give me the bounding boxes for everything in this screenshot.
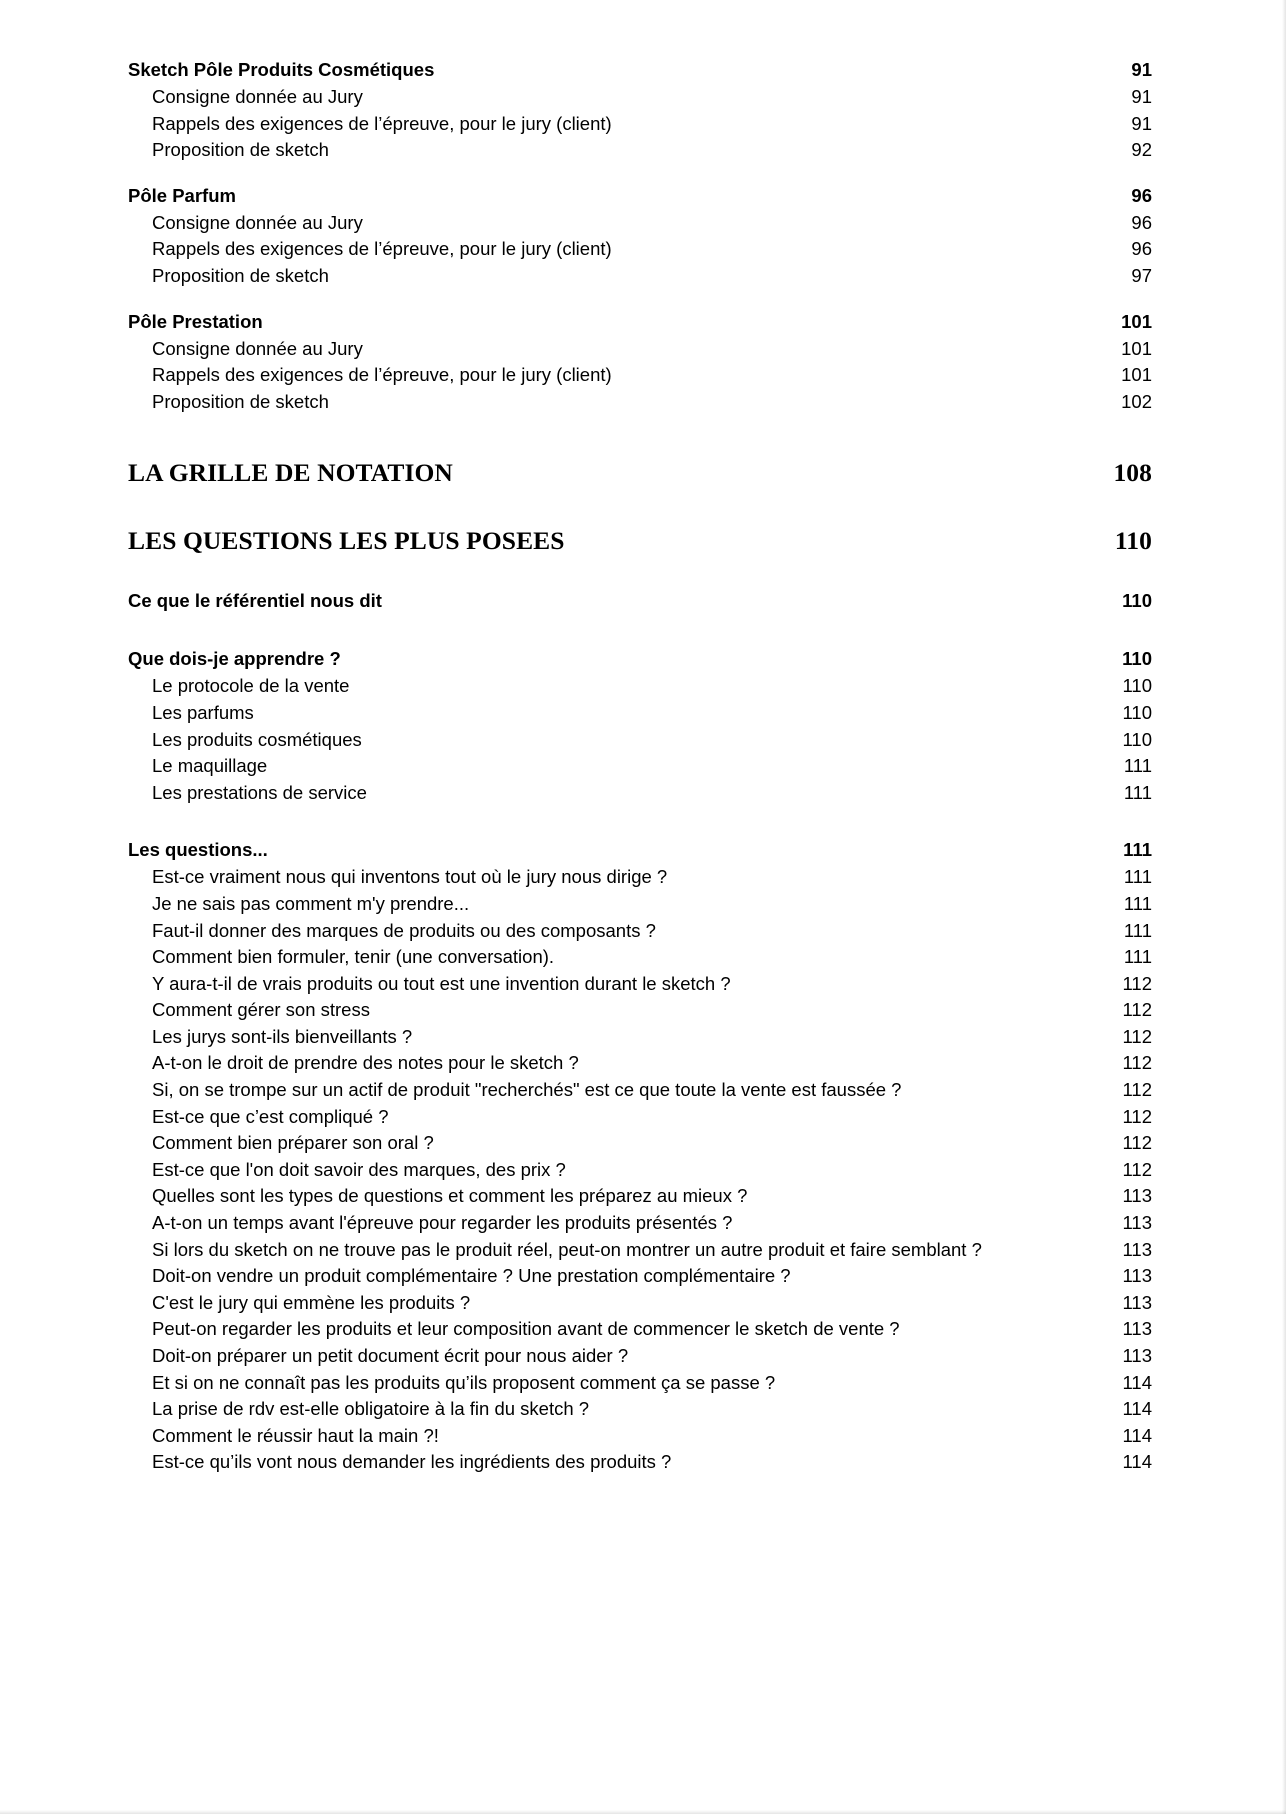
toc-entry-level-2[interactable] (128, 891, 1152, 918)
toc-entry-page-number: 113 (1122, 1265, 1152, 1287)
toc-entry-page-number: 112 (1122, 1132, 1152, 1154)
toc-entry-level-2[interactable] (128, 1077, 1152, 1104)
toc-entry-level-2[interactable] (128, 944, 1152, 971)
toc-entry-page-number: 111 (1123, 892, 1152, 914)
toc-entry-page-number: 113 (1122, 1238, 1152, 1260)
toc-entry-label: Y aura-t-il de vrais produits ou tout est une invention durant le sketch ? (152, 972, 731, 994)
toc-entry-level-2[interactable] (128, 111, 1152, 138)
toc-entry-level-2[interactable] (128, 1130, 1152, 1157)
toc-entry-level-2[interactable] (128, 236, 1152, 263)
toc-entry-page-number: 110 (1122, 728, 1152, 750)
toc-entry-level-2[interactable] (128, 918, 1152, 945)
toc-entry-level-2[interactable] (128, 84, 1152, 111)
toc-entry-page-number: 110 (1122, 675, 1152, 697)
toc-entry-label: Si lors du sketch on ne trouve pas le produit réel, peut-on montrer un autre produit et faire semblant ? (152, 1238, 982, 1260)
toc-entry-label: Proposition de sketch (152, 264, 329, 286)
toc-entry-level-2[interactable] (128, 1210, 1152, 1237)
toc-entry-label: Les parfums (152, 701, 254, 723)
toc-entry-level-2[interactable] (128, 1024, 1152, 1051)
toc-entry-level-2[interactable] (128, 1423, 1152, 1450)
toc-entry-label: Est-ce qu’ils vont nous demander les ingrédients des produits ? (152, 1451, 672, 1473)
toc-entry-label: Les jurys sont-ils bienveillants ? (152, 1025, 413, 1047)
toc-entry-label: Consigne donnée au Jury (152, 337, 363, 359)
toc-entry-page-number: 111 (1123, 839, 1152, 861)
toc-entry-page-number: 111 (1123, 781, 1152, 803)
toc-entry-level-2[interactable] (128, 1290, 1152, 1317)
toc-entry-label: Je ne sais pas comment m'y prendre... (152, 892, 470, 914)
toc-entry-label: Comment gérer son stress (152, 999, 370, 1021)
toc-entry-level-2[interactable] (128, 210, 1152, 237)
toc-entry-page-number: 112 (1122, 999, 1152, 1021)
toc-entry-page-number: 112 (1122, 1025, 1152, 1047)
toc-entry-label: Consigne donnée au Jury (152, 211, 363, 233)
toc-entry-label: A-t-on le droit de prendre des notes pour le sketch ? (152, 1052, 579, 1074)
toc-spacer (128, 415, 1152, 457)
toc-entry-level-2[interactable] (128, 389, 1152, 416)
page-edge-right (1282, 0, 1286, 1814)
toc-entry-page-number: 96 (1131, 211, 1152, 233)
toc-entry-label: Est-ce vraiment nous qui inventons tout où le jury nous dirige ? (152, 866, 668, 888)
toc-entry-label: Doit-on vendre un produit complémentaire ? Une prestation complémentaire ? (152, 1265, 791, 1287)
toc-entry-level-1[interactable] (128, 836, 1152, 864)
toc-entry-label: Rappels des exigences de l’épreuve, pour le jury (client) (152, 238, 612, 260)
toc-entry-page-number: 96 (1131, 184, 1152, 206)
toc-entry-page-number: 91 (1131, 86, 1152, 107)
toc-entry-level-2[interactable] (128, 1449, 1152, 1476)
toc-entry-level-0[interactable] (128, 525, 1152, 557)
toc-entry-page-number: 114 (1122, 1451, 1152, 1473)
toc-entry-label: Est-ce que l'on doit savoir des marques, des prix ? (152, 1158, 566, 1180)
toc-entry-label: Rappels des exigences de l’épreuve, pour le jury (client) (152, 112, 612, 134)
toc-entry-label: Les questions... (128, 839, 268, 861)
toc-entry-level-2[interactable] (128, 263, 1152, 290)
toc-entry-label: Faut-il donner des marques de produits ou des composants ? (152, 919, 656, 941)
toc-entry-level-2[interactable] (128, 362, 1152, 389)
toc-entry-page-number: 112 (1122, 1079, 1152, 1101)
toc-entry-level-2[interactable] (128, 753, 1152, 780)
toc-entry-page-number: 112 (1122, 972, 1152, 994)
toc-entry-page-number: 91 (1131, 59, 1152, 80)
toc-entry-level-2[interactable] (128, 1157, 1152, 1184)
toc-spacer (128, 164, 1152, 182)
toc-entry-page-number: 110 (1114, 526, 1152, 556)
toc-entry-level-1[interactable] (128, 308, 1152, 336)
toc-entry-page-number: 113 (1122, 1212, 1152, 1234)
toc-entry-label: Que dois-je apprendre ? (128, 648, 341, 670)
toc-entry-label: Les prestations de service (152, 781, 367, 803)
toc-entry-label: Comment bien formuler, tenir (une conversation). (152, 946, 555, 968)
toc-entry-level-2[interactable] (128, 1050, 1152, 1077)
toc-entry-label: Rappels des exigences de l’épreuve, pour le jury (client) (152, 364, 612, 386)
toc-entry-level-2[interactable] (128, 1263, 1152, 1290)
toc-entry-page-number: 110 (1122, 701, 1152, 723)
toc-entry-level-2[interactable] (128, 1104, 1152, 1131)
toc-entry-label: Les produits cosmétiques (152, 728, 362, 750)
toc-entry-level-2[interactable] (128, 780, 1152, 807)
toc-entry-level-2[interactable] (128, 1396, 1152, 1423)
toc-entry-level-2[interactable] (128, 997, 1152, 1024)
toc-entry-label: Le protocole de la vente (152, 675, 350, 697)
toc-entry-page-number: 110 (1122, 648, 1152, 670)
toc-entry-page-number: 114 (1122, 1398, 1152, 1420)
toc-entry-page-number: 110 (1122, 590, 1152, 612)
toc-entry-label: Quelles sont les types de questions et comment les préparez au mieux ? (152, 1185, 748, 1207)
toc-entry-label: LA GRILLE DE NOTATION (128, 458, 453, 488)
toc-entry-page-number: 113 (1122, 1345, 1152, 1366)
toc-entry-label: Ce que le référentiel nous dit (128, 590, 382, 612)
toc-entry-page-number: 97 (1131, 264, 1152, 286)
toc-entry-page-number: 114 (1122, 1424, 1152, 1446)
toc-entry-page-number: 102 (1121, 390, 1152, 412)
toc-entry-label: Proposition de sketch (152, 139, 329, 161)
toc-entry-label: Pôle Prestation (128, 310, 263, 332)
toc-entry-level-0[interactable] (128, 457, 1152, 489)
toc-entry-level-2[interactable] (128, 1343, 1152, 1370)
page-edge-bottom (0, 1810, 1286, 1814)
table-of-contents (128, 56, 1152, 1476)
toc-spacer (128, 290, 1152, 308)
toc-entry-label: Le maquillage (152, 755, 268, 777)
toc-entry-level-2[interactable] (128, 971, 1152, 998)
toc-spacer (128, 489, 1152, 525)
toc-entry-label: A-t-on un temps avant l'épreuve pour regarder les produits présentés ? (152, 1212, 733, 1234)
toc-entry-level-1[interactable] (128, 56, 1152, 84)
toc-entry-label: Est-ce que c’est compliqué ? (152, 1105, 389, 1127)
toc-entry-label: Et si on ne connaît pas les produits qu’ils proposent comment ça se passe ? (152, 1371, 776, 1393)
toc-entry-level-2[interactable] (128, 864, 1152, 891)
toc-entry-page-number: 101 (1121, 310, 1152, 332)
toc-entry-page-number: 91 (1131, 112, 1152, 134)
toc-entry-level-1[interactable] (128, 587, 1152, 615)
toc-spacer (128, 806, 1152, 836)
toc-entry-page-number: 111 (1123, 946, 1152, 968)
toc-entry-level-2[interactable] (128, 1237, 1152, 1264)
toc-entry-page-number: 108 (1113, 458, 1152, 488)
toc-entry-page-number: 113 (1122, 1291, 1152, 1313)
toc-entry-level-2[interactable] (128, 700, 1152, 727)
toc-entry-level-2[interactable] (128, 1183, 1152, 1210)
toc-entry-label: Doit-on préparer un petit document écrit pour nous aider ? (152, 1345, 629, 1366)
toc-entry-level-1[interactable] (128, 645, 1152, 673)
toc-spacer (128, 557, 1152, 587)
toc-entry-label: La prise de rdv est-elle obligatoire à la fin du sketch ? (152, 1398, 590, 1420)
toc-entry-page-number: 113 (1122, 1185, 1152, 1207)
toc-entry-page-number: 112 (1122, 1158, 1152, 1180)
toc-entry-page-number: 111 (1123, 866, 1152, 888)
toc-entry-level-1[interactable] (128, 182, 1152, 210)
toc-entry-page-number: 114 (1122, 1371, 1152, 1393)
toc-entry-label: Sketch Pôle Produits Cosmétiques (128, 59, 435, 80)
toc-entry-level-2[interactable] (128, 1370, 1152, 1397)
toc-entry-page-number: 92 (1131, 139, 1152, 161)
toc-entry-label: Peut-on regarder les produits et leur composition avant de commencer le sketch de vente ? (152, 1318, 900, 1340)
toc-spacer (128, 615, 1152, 645)
toc-entry-label: Proposition de sketch (152, 390, 329, 412)
toc-entry-label: C'est le jury qui emmène les produits ? (152, 1291, 471, 1313)
toc-entry-level-2[interactable] (128, 1316, 1152, 1343)
toc-entry-page-number: 113 (1122, 1318, 1152, 1340)
toc-entry-label: Si, on se trompe sur un actif de produit "recherchés" est ce que toute la vente est faussée ? (152, 1079, 902, 1101)
toc-entry-page-number: 101 (1121, 337, 1152, 359)
toc-entry-page-number: 96 (1131, 238, 1152, 260)
toc-entry-level-2[interactable] (128, 336, 1152, 363)
toc-entry-level-2[interactable] (128, 137, 1152, 164)
toc-entry-page-number: 111 (1123, 919, 1152, 941)
toc-entry-label: Comment le réussir haut la main ?! (152, 1424, 439, 1446)
toc-entry-page-number: 111 (1123, 755, 1152, 777)
toc-entry-label: Comment bien préparer son oral ? (152, 1132, 434, 1154)
toc-entry-label: Pôle Parfum (128, 184, 236, 206)
toc-entry-page-number: 112 (1122, 1105, 1152, 1127)
toc-entry-level-2[interactable] (128, 673, 1152, 700)
toc-entry-label: Consigne donnée au Jury (152, 86, 363, 107)
toc-entry-page-number: 101 (1121, 364, 1152, 386)
toc-entry-page-number: 112 (1122, 1052, 1152, 1074)
toc-entry-label: LES QUESTIONS LES PLUS POSEES (128, 526, 565, 556)
toc-entry-level-2[interactable] (128, 727, 1152, 754)
